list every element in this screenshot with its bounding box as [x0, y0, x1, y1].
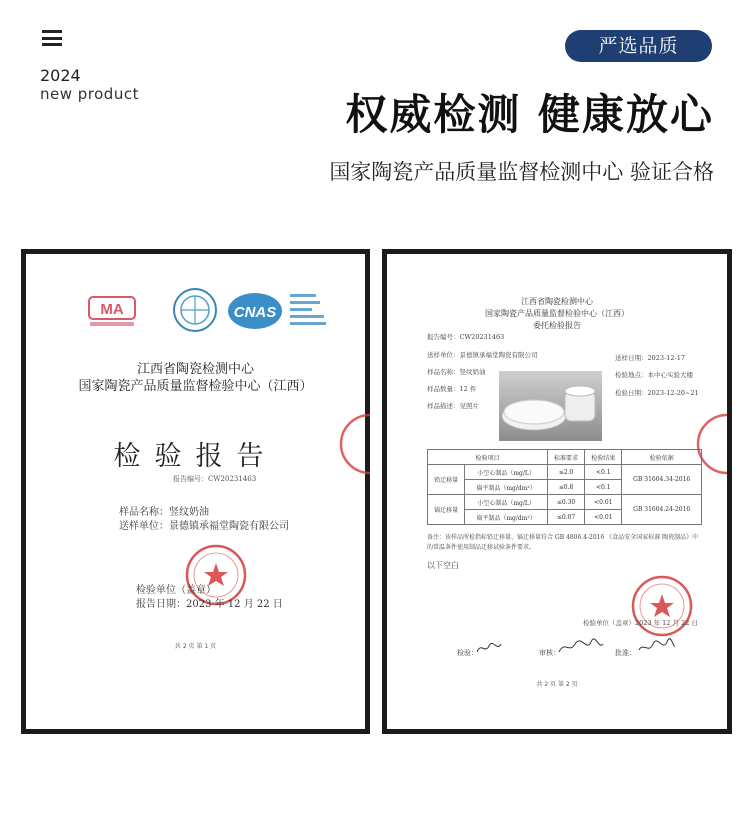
- inspector-signature-icon: [475, 640, 503, 656]
- org-name-line2: 国家陶瓷产品质量监督检验中心（江西）: [485, 309, 629, 318]
- table-header: 检验项目: [428, 450, 548, 465]
- send-date: 送样日期：2023-12-17: [615, 354, 685, 362]
- sample-photo: [499, 371, 602, 441]
- quality-badge: 严选品质: [565, 30, 712, 62]
- table-header: 检验依据: [622, 450, 702, 465]
- table-row: [428, 465, 702, 480]
- inspector-label: 检验：: [457, 649, 478, 657]
- official-seal-icon: [630, 574, 694, 638]
- table-cell: <0.1: [585, 465, 622, 480]
- menu-icon[interactable]: [42, 30, 62, 46]
- blank-below: 以下空白: [427, 561, 459, 570]
- approver-signature-icon: [637, 638, 677, 656]
- bowls-plates-icon: [499, 371, 602, 441]
- sender-unit: 送样单位：景德镇承福堂陶瓷有限公司: [119, 521, 289, 532]
- approver-label: 批准：: [615, 649, 636, 657]
- sample-quantity: 样品数量：12 件: [427, 385, 477, 393]
- table-row: [428, 495, 702, 510]
- headline: 权威检测 健康放心: [345, 90, 714, 139]
- table-header: 检验结果: [585, 450, 622, 465]
- org-name-line2: 国家陶瓷产品质量监督检验中心（江西）: [78, 379, 313, 394]
- table-cell: 镉迁移量: [428, 495, 465, 525]
- report-number: 报告编号：CW20231463: [173, 475, 257, 483]
- sample-name: 样品名称：竖纹奶油: [119, 507, 209, 518]
- certificate-cover: [21, 249, 370, 734]
- page-number: 共 2 页 第 2 页: [536, 681, 578, 688]
- table-cell: 小空心制品（mg/L）: [465, 465, 548, 480]
- seal-caption: 检验单位（盖章）2023 年 12 月 22 日: [583, 619, 698, 627]
- sample-name: 样品名称：竖纹奶油: [427, 368, 486, 376]
- cma-logo-text: MA: [100, 301, 124, 318]
- national-quality-logo-icon: [172, 287, 218, 333]
- table-cell: 铅迁移量: [428, 465, 465, 495]
- sender-unit: 送样单位：景德镇承福堂陶瓷有限公司: [427, 351, 538, 359]
- test-date: 检验日期：2023-12-20~21: [615, 389, 699, 397]
- cma-logo-icon: [88, 295, 138, 329]
- table-cell: <0.01: [585, 495, 622, 510]
- results-table: [427, 449, 702, 525]
- reviewer-signature-icon: [557, 638, 605, 656]
- inspection-unit: 检验单位（盖章）: [136, 585, 216, 596]
- table-cell: <0.1: [585, 480, 622, 495]
- side-seal-icon: [336, 412, 370, 476]
- report-type: 委托检验报告: [533, 321, 581, 330]
- page-number: 共 2 页 第 1 页: [174, 643, 217, 650]
- table-cell: ≤0.30: [547, 495, 584, 510]
- table-cell: 扁平制品（mg/dm²）: [465, 480, 548, 495]
- subheadline: 国家陶瓷产品质量监督检测中心 验证合格: [329, 160, 714, 184]
- org-name-line1: 江西省陶瓷检测中心: [521, 297, 593, 306]
- table-header: 标准要求: [547, 450, 584, 465]
- table-cell: 扁平制品（mg/dm²）: [465, 510, 548, 525]
- table-cell: GB 31604.24-2016: [622, 495, 702, 525]
- test-place: 检验地点：本中心实验大楼: [615, 371, 693, 379]
- accreditation-logos: [88, 287, 338, 337]
- cnas-logo-icon: [226, 291, 284, 331]
- report-date: 报告日期：2023 年 12 月 22 日: [136, 599, 283, 610]
- org-name-line1: 江西省陶瓷检测中心: [136, 362, 254, 377]
- tagline: new product: [40, 85, 139, 103]
- table-cell: 小空心制品（mg/L）: [465, 495, 548, 510]
- table-cell: ≤2.0: [547, 465, 584, 480]
- report-title: 检验报告: [113, 441, 278, 472]
- table-header-row: [428, 450, 702, 465]
- testing-cert-text-icon: [288, 291, 328, 331]
- remark-note: 备注：该样品所检指标铅迁移量、镉迁移量符合 GB 4806.4-2016 《食品安全国家标准 陶瓷制品》中的常温条件使用制品迁移试验条件要求。: [427, 534, 699, 551]
- table-cell: GB 31604.34-2016: [622, 465, 702, 495]
- cnas-logo-text: CNAS: [233, 304, 277, 321]
- reviewer-label: 审核：: [539, 649, 560, 657]
- table-cell: ≤0.8: [547, 480, 584, 495]
- table-cell: <0.01: [585, 510, 622, 525]
- year-label: 2024: [40, 66, 81, 85]
- certificate-results: [382, 249, 732, 734]
- report-number: 报告编号：CW20231463: [427, 333, 505, 341]
- table-cell: ≤0.07: [547, 510, 584, 525]
- side-seal-icon: [693, 412, 727, 476]
- sample-description: 样品描述：见照片: [427, 402, 479, 410]
